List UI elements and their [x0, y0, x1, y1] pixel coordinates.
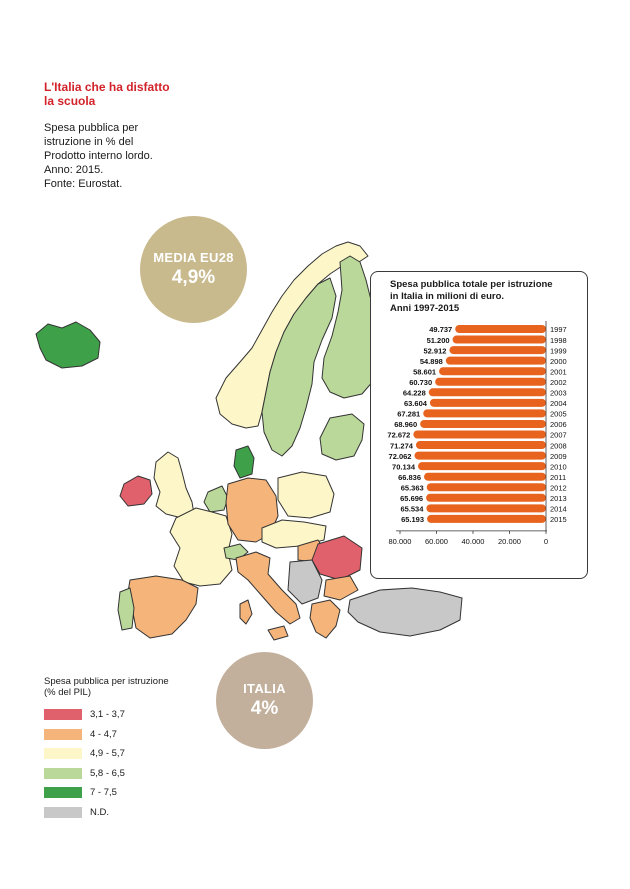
bar — [439, 367, 546, 375]
category-label: 1997 — [550, 325, 567, 335]
data-label: 67.281 — [397, 409, 421, 419]
legend-label: N.D. — [90, 806, 109, 818]
data-label: 71.274 — [389, 441, 413, 451]
category-label: 2008 — [550, 441, 567, 451]
x-tick-label: 60.000 — [425, 536, 448, 546]
data-label: 60.730 — [409, 377, 433, 387]
x-tick-label: 0 — [543, 536, 549, 546]
bar — [427, 483, 546, 491]
x-tick-label: 20.000 — [498, 536, 521, 546]
data-label: 66.836 — [398, 472, 422, 482]
category-label: 2009 — [550, 451, 567, 461]
data-label: 72.062 — [388, 451, 412, 461]
bar — [430, 399, 546, 407]
x-tick-label: 40.000 — [461, 536, 485, 546]
bar — [418, 462, 546, 470]
category-label: 2005 — [550, 409, 567, 419]
category-label: 2004 — [550, 399, 567, 409]
data-label: 51.200 — [426, 335, 450, 345]
italy-label: ITALIA — [243, 681, 286, 696]
data-label: 63.604 — [403, 399, 427, 409]
data-label: 65.534 — [400, 504, 424, 514]
data-label: 70.134 — [392, 462, 416, 472]
bar — [435, 378, 546, 386]
bar — [424, 473, 546, 481]
data-label: 72.672 — [387, 430, 411, 440]
bar — [420, 420, 546, 428]
bar — [429, 388, 546, 396]
legend-item — [44, 706, 184, 723]
data-label: 65.193 — [401, 515, 425, 525]
data-label: 58.601 — [413, 367, 437, 377]
category-label: 2001 — [550, 367, 567, 377]
category-label: 2013 — [550, 494, 567, 503]
category-label: 2012 — [550, 483, 567, 493]
legend-item — [44, 765, 184, 782]
legend-item — [44, 804, 184, 821]
category-label: 2015 — [550, 515, 567, 525]
data-label: 68.960 — [394, 420, 418, 430]
category-label: 2010 — [550, 462, 567, 472]
legend-swatch — [44, 729, 82, 740]
bar — [423, 409, 546, 417]
bar — [416, 441, 546, 449]
eu-average-value: 4,9% — [171, 267, 216, 288]
category-label: 2011 — [550, 472, 567, 482]
data-label: 65.696 — [400, 494, 424, 503]
bar — [449, 346, 546, 354]
legend-item — [44, 726, 184, 743]
legend-label: 5,8 - 6,5 — [90, 767, 125, 779]
bar — [426, 504, 546, 512]
category-label: 2014 — [550, 504, 567, 514]
legend-label: 3,1 - 3,7 — [90, 709, 125, 720]
bar — [455, 325, 546, 333]
bar — [427, 515, 546, 523]
data-label: 64.228 — [402, 388, 426, 398]
eu-average-label: MEDIA EU28 — [153, 250, 234, 265]
legend-swatch — [44, 787, 82, 798]
bar — [446, 357, 546, 365]
bar — [414, 452, 546, 460]
page-subtitle: Spesa pubblica per istruzione in % del Prodotto interno lordo. Anno: 2015. Fonte: Eurostat. — [44, 122, 153, 190]
legend-item — [44, 745, 184, 762]
legend-label: 4,9 - 5,7 — [90, 748, 125, 760]
data-label: 54.898 — [419, 356, 443, 366]
page-title: L'Italia che ha disfatto la scuola — [44, 80, 170, 108]
data-label: 65.363 — [400, 483, 424, 493]
x-tick-label: 80.000 — [388, 536, 412, 546]
legend-swatch — [44, 807, 82, 818]
chart-title: Spesa pubblica totale per istruzione in Italia in milioni di euro. Anni 1997-2015 — [390, 279, 553, 314]
legend-label: 4 - 4,7 — [90, 728, 117, 740]
legend — [44, 676, 184, 824]
category-label: 1999 — [550, 346, 567, 356]
category-label: 1998 — [550, 335, 567, 345]
bar — [426, 494, 546, 502]
italy-value: 4% — [250, 698, 279, 719]
category-label: 2006 — [550, 420, 567, 430]
data-label: 49.737 — [429, 325, 453, 335]
legend-swatch — [44, 768, 82, 779]
data-label: 52.912 — [423, 346, 447, 356]
category-label: 2002 — [550, 377, 567, 387]
legend-title: Spesa pubblica per istruzione (% del PIL) — [44, 676, 169, 698]
legend-swatch — [44, 748, 82, 759]
legend-swatch — [44, 709, 82, 720]
bar — [453, 336, 546, 344]
legend-label: 7 - 7,5 — [90, 787, 117, 799]
bar — [413, 431, 546, 439]
legend-item — [44, 784, 184, 801]
category-label: 2000 — [550, 356, 567, 366]
category-label: 2007 — [550, 430, 567, 440]
category-label: 2003 — [550, 388, 567, 398]
